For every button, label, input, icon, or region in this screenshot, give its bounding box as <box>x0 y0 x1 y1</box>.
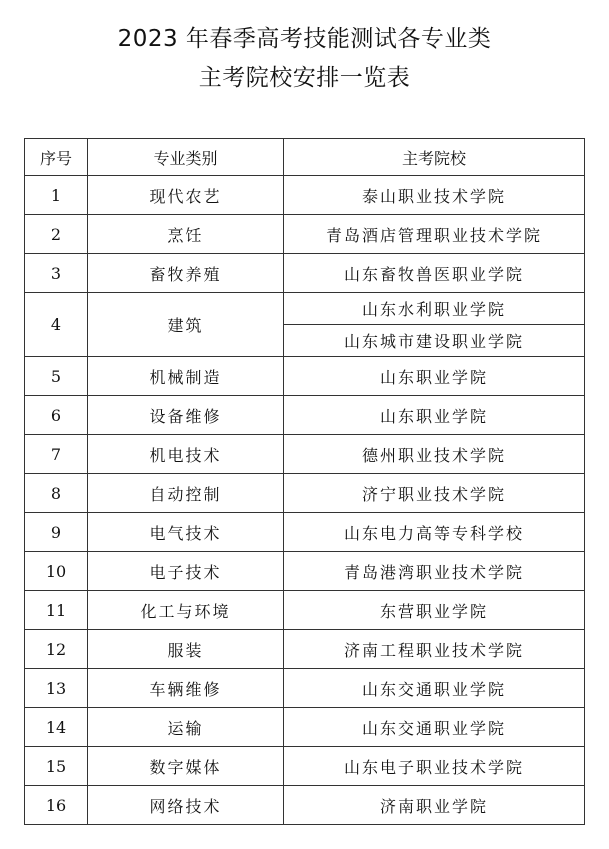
cell-major-category: 畜牧养殖 <box>88 254 284 293</box>
cell-exam-school: 山东交通职业学院 <box>284 669 585 708</box>
table-row <box>25 513 585 552</box>
document-title-line-2: 主考院校安排一览表 <box>198 65 411 91</box>
cell-major-category: 自动控制 <box>88 474 284 513</box>
table-row <box>25 357 585 396</box>
table-row <box>25 630 585 669</box>
header-major-category: 专业类别 <box>88 139 284 176</box>
cell-serial-number: 16 <box>25 786 88 825</box>
cell-serial-number: 2 <box>25 215 88 254</box>
cell-major-category: 电子技术 <box>88 552 284 591</box>
cell-major-category: 网络技术 <box>88 786 284 825</box>
table-row <box>25 293 585 325</box>
cell-major-category: 机械制造 <box>88 357 284 396</box>
cell-exam-school: 山东电力高等专科学校 <box>284 513 585 552</box>
table-row <box>25 176 585 215</box>
table-row <box>25 215 585 254</box>
cell-exam-school: 山东畜牧兽医职业学院 <box>284 254 585 293</box>
cell-exam-school: 山东职业学院 <box>284 396 585 435</box>
table-row <box>25 747 585 786</box>
cell-major-category: 现代农艺 <box>88 176 284 215</box>
cell-serial-number: 15 <box>25 747 88 786</box>
table-row <box>25 396 585 435</box>
cell-major-category: 烹饪 <box>88 215 284 254</box>
cell-serial-number: 12 <box>25 630 88 669</box>
cell-serial-number: 10 <box>25 552 88 591</box>
cell-exam-school: 青岛港湾职业技术学院 <box>284 552 585 591</box>
cell-serial-number: 13 <box>25 669 88 708</box>
table-row <box>25 474 585 513</box>
cell-exam-school: 山东职业学院 <box>284 357 585 396</box>
cell-serial-number: 14 <box>25 708 88 747</box>
cell-exam-school: 济南工程职业技术学院 <box>284 630 585 669</box>
cell-serial-number: 6 <box>25 396 88 435</box>
cell-exam-school: 济宁职业技术学院 <box>284 474 585 513</box>
cell-exam-school: 济南职业学院 <box>284 786 585 825</box>
cell-serial-number: 9 <box>25 513 88 552</box>
cell-exam-school: 山东水利职业学院 <box>284 293 585 325</box>
table-row <box>25 435 585 474</box>
cell-serial-number: 3 <box>25 254 88 293</box>
cell-serial-number: 8 <box>25 474 88 513</box>
cell-major-category: 运输 <box>88 708 284 747</box>
cell-major-category: 数字媒体 <box>88 747 284 786</box>
cell-exam-school: 山东交通职业学院 <box>284 708 585 747</box>
table-body <box>25 176 585 825</box>
cell-major-category: 电气技术 <box>88 513 284 552</box>
cell-serial-number: 7 <box>25 435 88 474</box>
document-title-line-1: 2023 年春季高考技能测试各专业类 <box>117 26 492 52</box>
cell-major-category: 建筑 <box>88 293 284 357</box>
cell-exam-school: 泰山职业技术学院 <box>284 176 585 215</box>
cell-exam-school: 东营职业学院 <box>284 591 585 630</box>
cell-major-category: 服装 <box>88 630 284 669</box>
cell-major-category: 机电技术 <box>88 435 284 474</box>
table-row <box>25 708 585 747</box>
cell-serial-number: 1 <box>25 176 88 215</box>
exam-school-table <box>24 138 585 825</box>
table-row <box>25 254 585 293</box>
table-row <box>25 591 585 630</box>
cell-exam-school: 青岛酒店管理职业技术学院 <box>284 215 585 254</box>
cell-exam-school: 山东电子职业技术学院 <box>284 747 585 786</box>
header-serial-number: 序号 <box>25 139 88 176</box>
cell-serial-number: 4 <box>25 293 88 357</box>
cell-exam-school: 德州职业技术学院 <box>284 435 585 474</box>
cell-exam-school: 山东城市建设职业学院 <box>284 325 585 357</box>
table-row <box>25 552 585 591</box>
cell-serial-number: 11 <box>25 591 88 630</box>
cell-serial-number: 5 <box>25 357 88 396</box>
table-header-row <box>25 139 585 176</box>
cell-major-category: 设备维修 <box>88 396 284 435</box>
table-row <box>25 669 585 708</box>
table-row <box>25 786 585 825</box>
header-exam-school: 主考院校 <box>284 139 585 176</box>
cell-major-category: 化工与环境 <box>88 591 284 630</box>
cell-major-category: 车辆维修 <box>88 669 284 708</box>
